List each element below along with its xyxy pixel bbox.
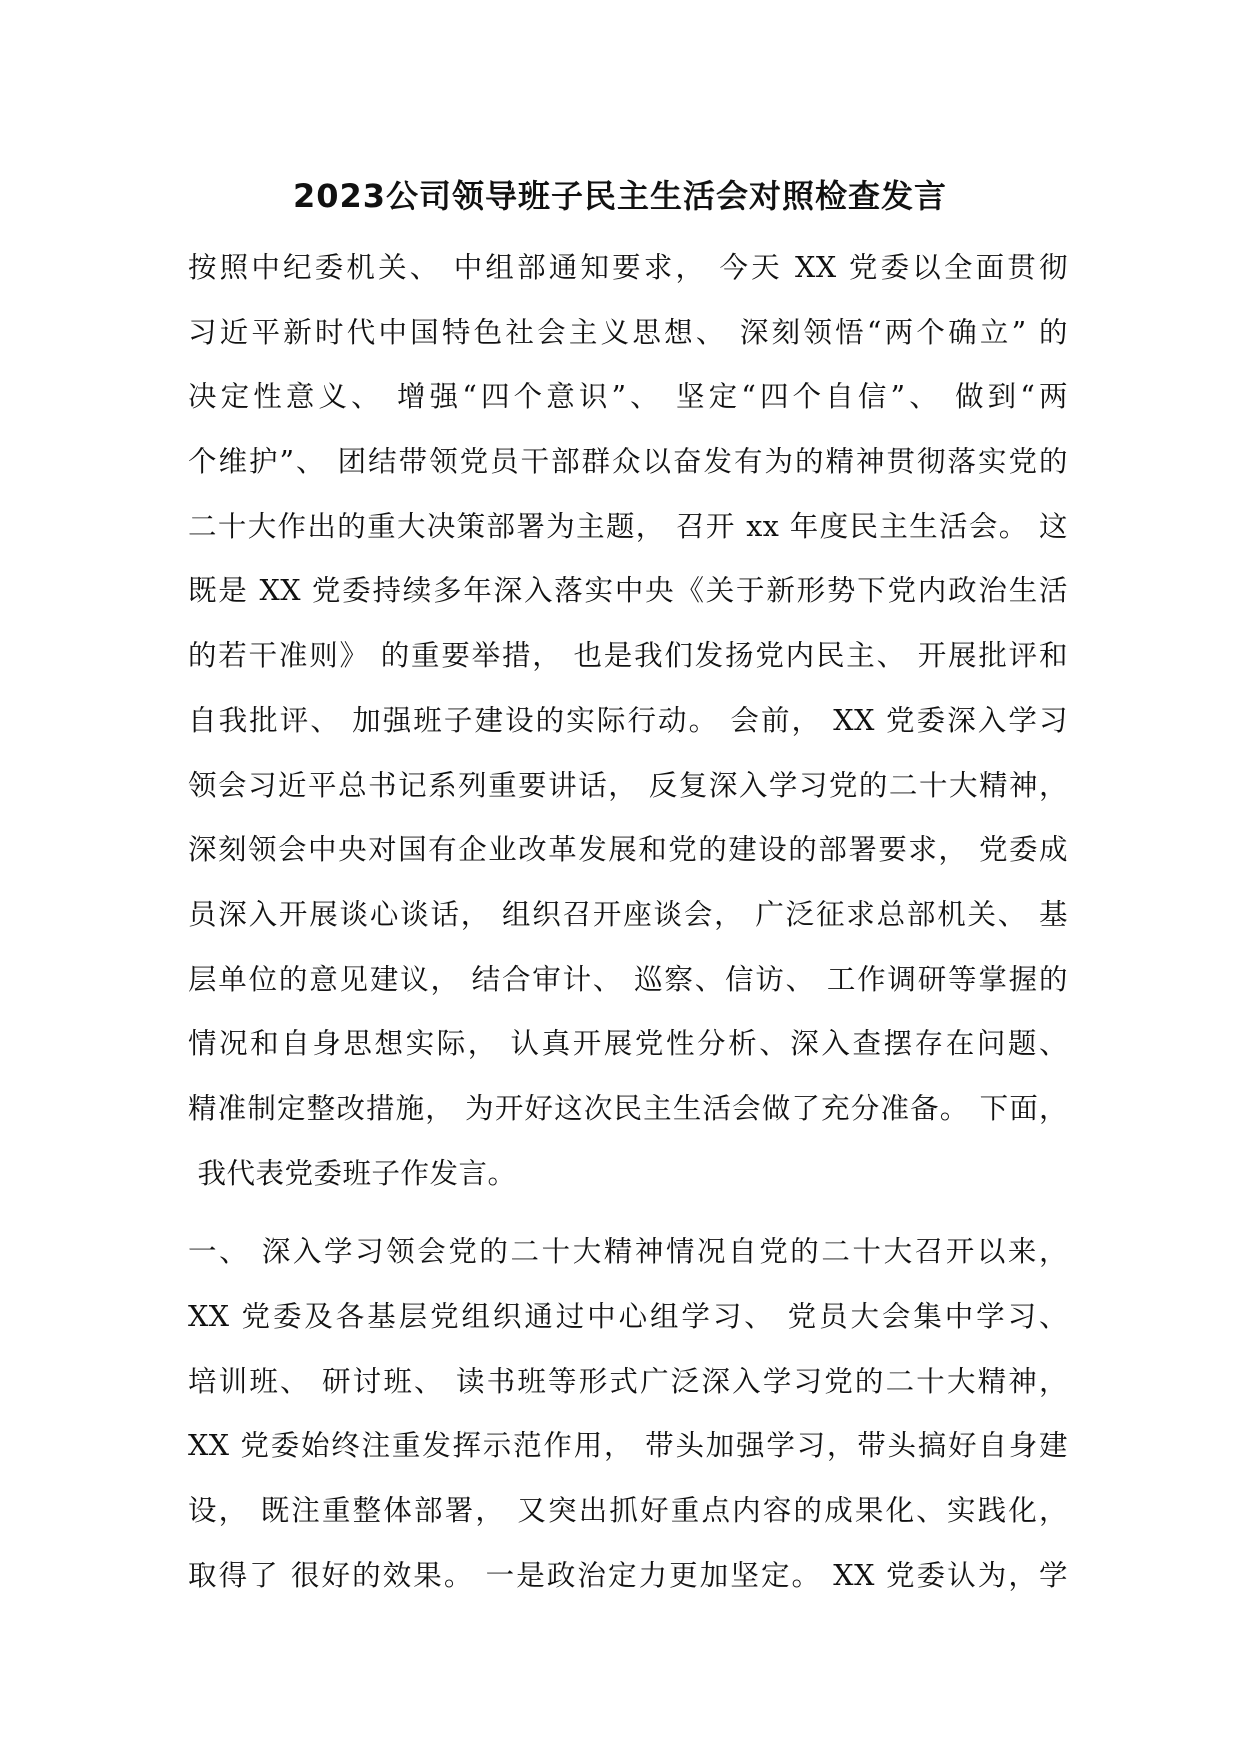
text-line: XX 党委始终注重发挥示范作用， 带头加强学习，带头搞好自身建 [188,1429,1068,1463]
text-line: 设， 既注重整体部署， 又突出抓好重点内容的成果化、实践化， [188,1494,1068,1528]
text-line: 领会习近平总书记系列重要讲话， 反复深入学习党的二十大精神， [188,768,1068,802]
document-body [188,236,1068,1608]
paragraph-intro [188,236,1068,1206]
text-line: 取得了 很好的效果。 一是政治定力更加坚定。 XX 党委认为，学 [188,1558,1068,1592]
text-line: 个维护”、 团结带领党员干部群众以奋发有为的精神贯彻落实党的 [188,445,1068,479]
text-line: 决定性意义、 增强“四个意识”、 坚定“四个自信”、 做到“两 [188,380,1068,414]
text-line: 精准制定整改措施， 为开好这次民主生活会做了充分准备。 下面， [188,1091,1068,1125]
text-line: 二十大作出的重大决策部署为主题， 召开 xx 年度民主生活会。 这 [188,509,1068,543]
text-line: 一、 深入学习领会党的二十大精神情况自党的二十大召开以来， [188,1235,1068,1269]
document-title: 2023公司领导班子民主生活会对照检查发言 [292,177,948,215]
text-line: 习近平新时代中国特色社会主义思想、 深刻领悟“两个确立” 的 [188,315,1068,349]
text-line: 既是 XX 党委持续多年深入落实中央《关于新形势下党内政治生活 [188,574,1068,608]
paragraph-section-1 [188,1220,1068,1608]
text-line: 按照中纪委机关、 中组部通知要求， 今天 XX 党委以全面贯彻 [188,251,1068,284]
text-line: 自我批评、 加强班子建设的实际行动。 会前， XX 党委深入学习 [188,703,1068,737]
paragraph-spacer [188,1206,1068,1220]
text-line: 员深入开展谈心谈话， 组织召开座谈会， 广泛征求总部机关、 基 [188,897,1068,931]
text-line: 情况和自身思想实际， 认真开展党性分析、深入查摆存在问题、 [188,1027,1068,1061]
text-line: 培训班、 研讨班、 读书班等形式广泛深入学习党的二十大精神， [188,1364,1068,1398]
text-line: XX 党委及各基层党组织通过中心组学习、 党员大会集中学习、 [188,1300,1068,1333]
text-line: 我代表党委班子作发言。 [188,1156,517,1190]
text-line: 层单位的意见建议， 结合审计、 巡察、信访、 工作调研等掌握的 [188,962,1068,996]
text-line: 的若干准则》 的重要举措， 也是我们发扬党内民主、 开展批评和 [188,639,1068,673]
text-line: 深刻领会中央对国有企业改革发展和党的建设的部署要求， 党委成 [188,833,1068,867]
